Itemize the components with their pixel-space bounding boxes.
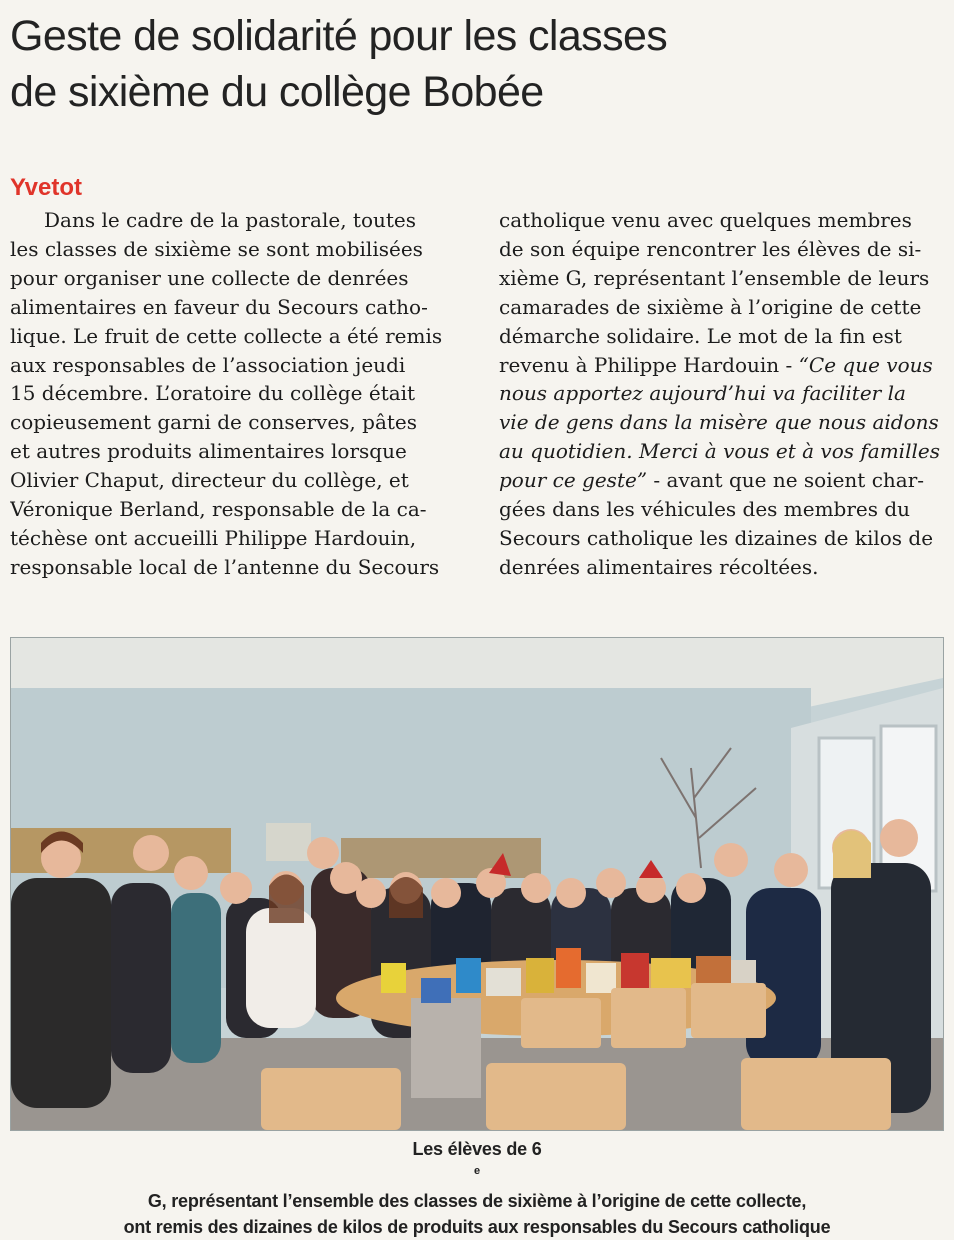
article-line: pour organiser une collecte de denrées <box>10 265 409 290</box>
article-line <box>499 351 943 380</box>
article-line: et autres produits alimentaires lorsque <box>10 439 407 464</box>
article-line: téchèse ont accueilli Philippe Hardouin, <box>10 525 417 550</box>
quote-end: pour ce geste” <box>499 468 648 493</box>
quote-text: au quotidien. Merci à vous et à vos familles <box>499 439 940 464</box>
article-line <box>499 437 943 466</box>
article-line: Secours catholique les dizaines de kilos de <box>499 525 934 550</box>
wall-poster <box>266 823 311 861</box>
caption-line-1 <box>0 1136 954 1214</box>
article-line: alimentaires en faveur du Secours catho- <box>10 294 428 319</box>
article-line <box>499 408 943 437</box>
location-label: Yvetot <box>10 174 83 201</box>
table-base <box>411 998 481 1098</box>
article-line: gées dans les véhicules des membres du <box>499 497 911 522</box>
article-line <box>499 466 943 495</box>
group-photo-illustration <box>11 638 943 1130</box>
caption-text: Les élèves de 6 <box>412 1139 542 1159</box>
quote-start: “Ce que vous <box>798 352 933 377</box>
caption-superscript: e <box>474 1165 480 1177</box>
headline <box>10 8 945 120</box>
article-line: xième G, représentant l’ensemble de leurs <box>499 265 930 290</box>
article-line: lique. Le fruit de cette collecte a été remis <box>10 323 443 348</box>
article-line: démarche solidaire. Le mot de la fin est <box>499 323 902 348</box>
article-line: catholique venu avec quelques membres <box>499 208 912 232</box>
article-line: denrées alimentaires récoltées. <box>499 554 819 579</box>
article-column-left <box>10 206 454 582</box>
article-line: les classes de sixième se sont mobilisées <box>10 236 423 261</box>
group-photo <box>10 637 944 1131</box>
article-line: Véronique Berland, responsable de la ca- <box>10 497 427 522</box>
article-line: 15 décembre. L’oratoire du collège était <box>10 381 416 406</box>
article-line: camarades de sixième à l’origine de cette <box>499 294 922 319</box>
headline-line-2: de sixième du collège Bobée <box>10 68 544 116</box>
article-column-right <box>499 206 943 582</box>
article-line: copieusement garni de conserves, pâtes <box>10 410 418 435</box>
quote-text: vie de gens dans la misère que nous aidons <box>499 410 939 435</box>
article-line <box>499 379 943 408</box>
article-line: aux responsables de l’association jeudi <box>10 352 406 377</box>
article-line: Dans le cadre de la pastorale, toutes <box>44 208 417 232</box>
article-line: Olivier Chaput, directeur du collège, et <box>10 468 409 493</box>
photo-caption <box>0 1136 954 1240</box>
article-line: de son équipe rencontrer les élèves de si- <box>499 236 922 261</box>
caption-text: G, représentant l’ensemble des classes de sixième à l’origine de cette collecte, <box>147 1191 807 1211</box>
article-text: - avant que ne soient char- <box>647 468 925 493</box>
article-text: revenu à Philippe Hardouin - <box>499 352 799 377</box>
article-line: responsable local de l’antenne du Secours <box>10 554 440 579</box>
headline-line-1: Geste de solidarité pour les classes <box>10 12 668 60</box>
caption-line-2: ont remis des dizaines de kilos de produits aux responsables du Secours catholique <box>123 1217 831 1237</box>
wall-posters <box>341 838 541 878</box>
quote-text: nous apportez aujourd’hui va faciliter la <box>499 381 906 406</box>
